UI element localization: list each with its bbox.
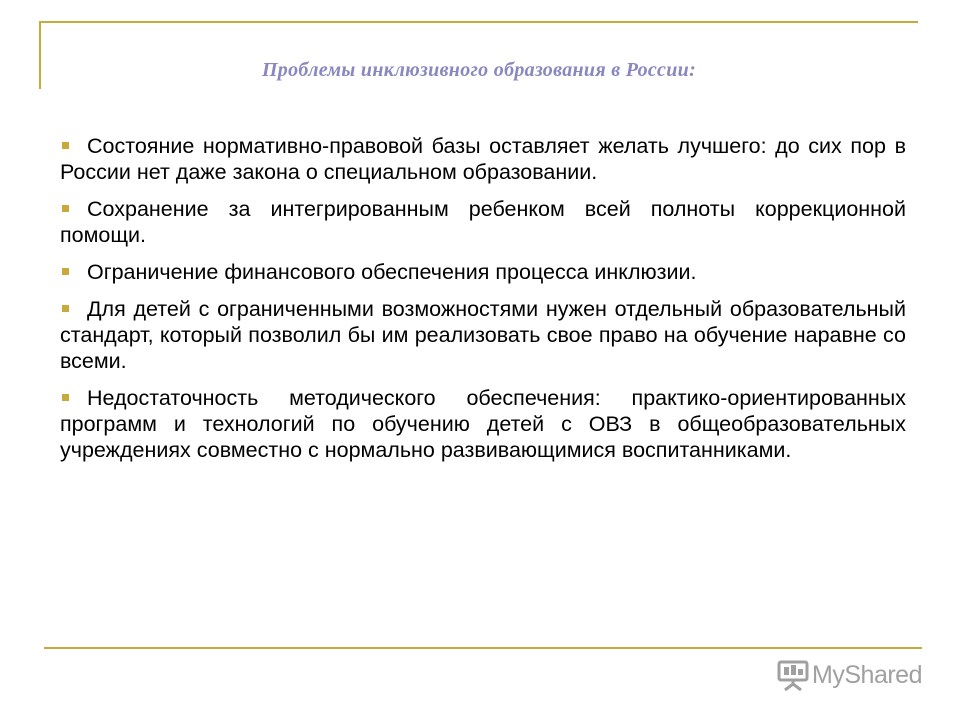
- slide-title: Проблемы инклюзивного образования в России:: [261, 59, 697, 81]
- bullet-item: [60, 196, 906, 248]
- presentation-board-icon: [776, 658, 810, 692]
- bullet-text: Для детей с ограниченными возможностями нужен отдельный образовательный стандарт, который позволил бы им реализовать свое право на обучение наравне со всеми.: [60, 297, 906, 373]
- bullet-text: Недостаточность методического обеспечения: практико-ориентированных программ и технологий по обучению детей с ОВЗ в общеобразовательных учреждениях совместно с нормально развивающимися воспитанниками.: [60, 386, 906, 462]
- bullet-item: [60, 385, 906, 463]
- square-bullet-icon: [62, 268, 69, 275]
- watermark[interactable]: [776, 655, 922, 695]
- frame-bottom-line: [44, 647, 922, 649]
- frame-top-line: [40, 21, 918, 23]
- bullet-item: [60, 133, 906, 185]
- watermark-text: MyShared: [812, 660, 922, 689]
- bullet-list: [60, 133, 906, 474]
- bullet-text: Состояние нормативно-правовой базы оставляет желать лучшего: до сих пор в России нет даже закона о специальном образовании.: [60, 134, 906, 184]
- square-bullet-icon: [62, 205, 69, 212]
- square-bullet-icon: [62, 394, 69, 401]
- bullet-text: Сохранение за интегрированным ребенком всей полноты коррекционной помощи.: [60, 197, 906, 247]
- bullet-item: [60, 259, 906, 285]
- bullet-text: Ограничение финансового обеспечения процесса инклюзии.: [87, 260, 697, 284]
- square-bullet-icon: [62, 305, 69, 312]
- square-bullet-icon: [62, 142, 69, 149]
- bullet-item: [60, 296, 906, 374]
